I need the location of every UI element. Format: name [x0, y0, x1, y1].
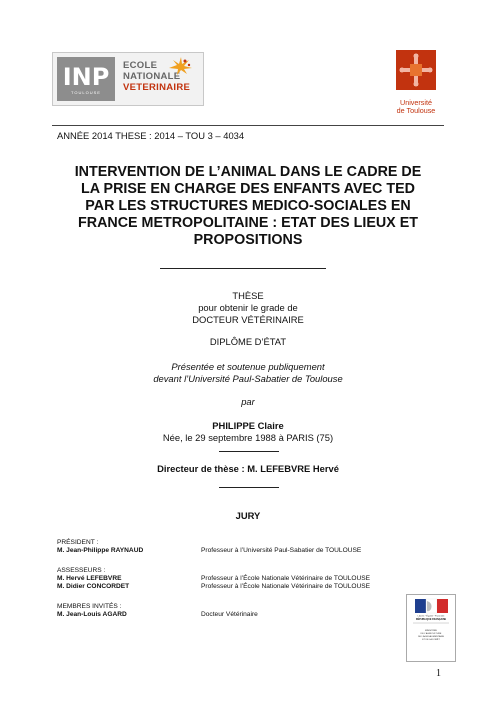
title-line: FRANCE METROPOLITAINE : ETAT DES LIEUX ET [78, 215, 418, 231]
guest-role: Docteur Vétérinaire [201, 611, 258, 618]
toulouse-cross-icon [392, 48, 440, 94]
ministry-line: DE L’AGRICULTURE [420, 633, 442, 635]
inp-brand: INP [62, 62, 110, 91]
assessors-label: ASSESSEURS : [57, 567, 106, 574]
thesis-reference: ANNÉE 2014 THESE : 2014 – TOU 3 – 4034 [57, 130, 245, 141]
degree-line-3: DOCTEUR VÉTÉRINAIRE [192, 314, 304, 325]
assessor-name: M. Didier CONCORDET [57, 583, 130, 590]
assessor-role: Professeur à l’École Nationale Vétérinaire de TOULOUSE [201, 575, 371, 582]
rf-motto: Liberté • Égalité • Fraternité [417, 615, 445, 618]
universite-toulouse-logo [392, 48, 440, 114]
env-line-3: VETERINAIRE [123, 82, 191, 93]
par-text: par [241, 396, 255, 407]
inp-sub: TOULOUSE [71, 89, 101, 95]
president-label: PRÉSIDENT : [57, 539, 99, 546]
page-number: 1 [436, 668, 441, 679]
ministry-line: DE L’AGROALIMENTAIRE [417, 636, 445, 638]
inp-env-logo [52, 52, 204, 106]
thesis-title [52, 164, 444, 249]
director-divider [219, 487, 279, 488]
title-line: LA PRISE EN CHARGE DES ENFANTS AVEC TED [81, 181, 415, 197]
degree-these: THÈSE [232, 290, 264, 301]
guests-label: MEMBRES INVITÉS : [57, 603, 122, 610]
jury-heading: JURY [235, 510, 261, 521]
inp-mark [57, 57, 115, 101]
title-line: PAR LES STRUCTURES MEDICO-SOCIALES EN [85, 198, 411, 214]
ministry-logo [406, 594, 456, 662]
author-birth: Née, le 29 septembre 1988 à PARIS (75) [162, 432, 334, 443]
assessor-role: Professeur à l’École Nationale Vétérinaire de TOULOUSE [201, 583, 371, 590]
ministry-line: ET DE LA FORÊT [422, 639, 440, 641]
guest-name: M. Jean-Louis AGARD [57, 611, 127, 618]
ut-name-line-2: de Toulouse [396, 106, 436, 115]
author-divider [219, 451, 279, 452]
header-divider [52, 125, 444, 126]
title-line: INTERVENTION DE L’ANIMAL DANS LE CADRE DE [74, 164, 422, 180]
ministry-line: MINISTÈRE [425, 630, 437, 632]
marianne-flag-icon [407, 595, 455, 661]
env-line-1: ECOLE [123, 60, 158, 71]
star-burst-icon [167, 56, 193, 76]
ut-name-line-1: Université [400, 98, 432, 107]
presentee-line-1: Présentée et soutenue publiquement [171, 361, 325, 372]
degree-line-2: pour obtenir le grade de [198, 302, 298, 313]
title-divider [160, 268, 326, 269]
assessor-name: M. Hervé LEFEBVRE [57, 575, 122, 582]
env-school-name [115, 53, 203, 105]
president-name: M. Jean-Philippe RAYNAUD [57, 547, 144, 554]
title-line: PROPOSITIONS [193, 232, 303, 248]
author-name: PHILIPPE Claire [212, 420, 284, 431]
rf-name: RÉPUBLIQUE FRANÇAISE [415, 618, 447, 621]
thesis-director: Directeur de thèse : M. LEFEBVRE Hervé [157, 463, 339, 474]
president-role: Professeur à l’Université Paul-Sabatier de TOULOUSE [201, 547, 362, 554]
env-line-2: NATIONALE [123, 71, 181, 82]
presentee-line-2: devant l’Université Paul-Sabatier de Toulouse [153, 373, 343, 384]
degree-diplome: DIPLÔME D’ÉTAT [209, 336, 287, 347]
